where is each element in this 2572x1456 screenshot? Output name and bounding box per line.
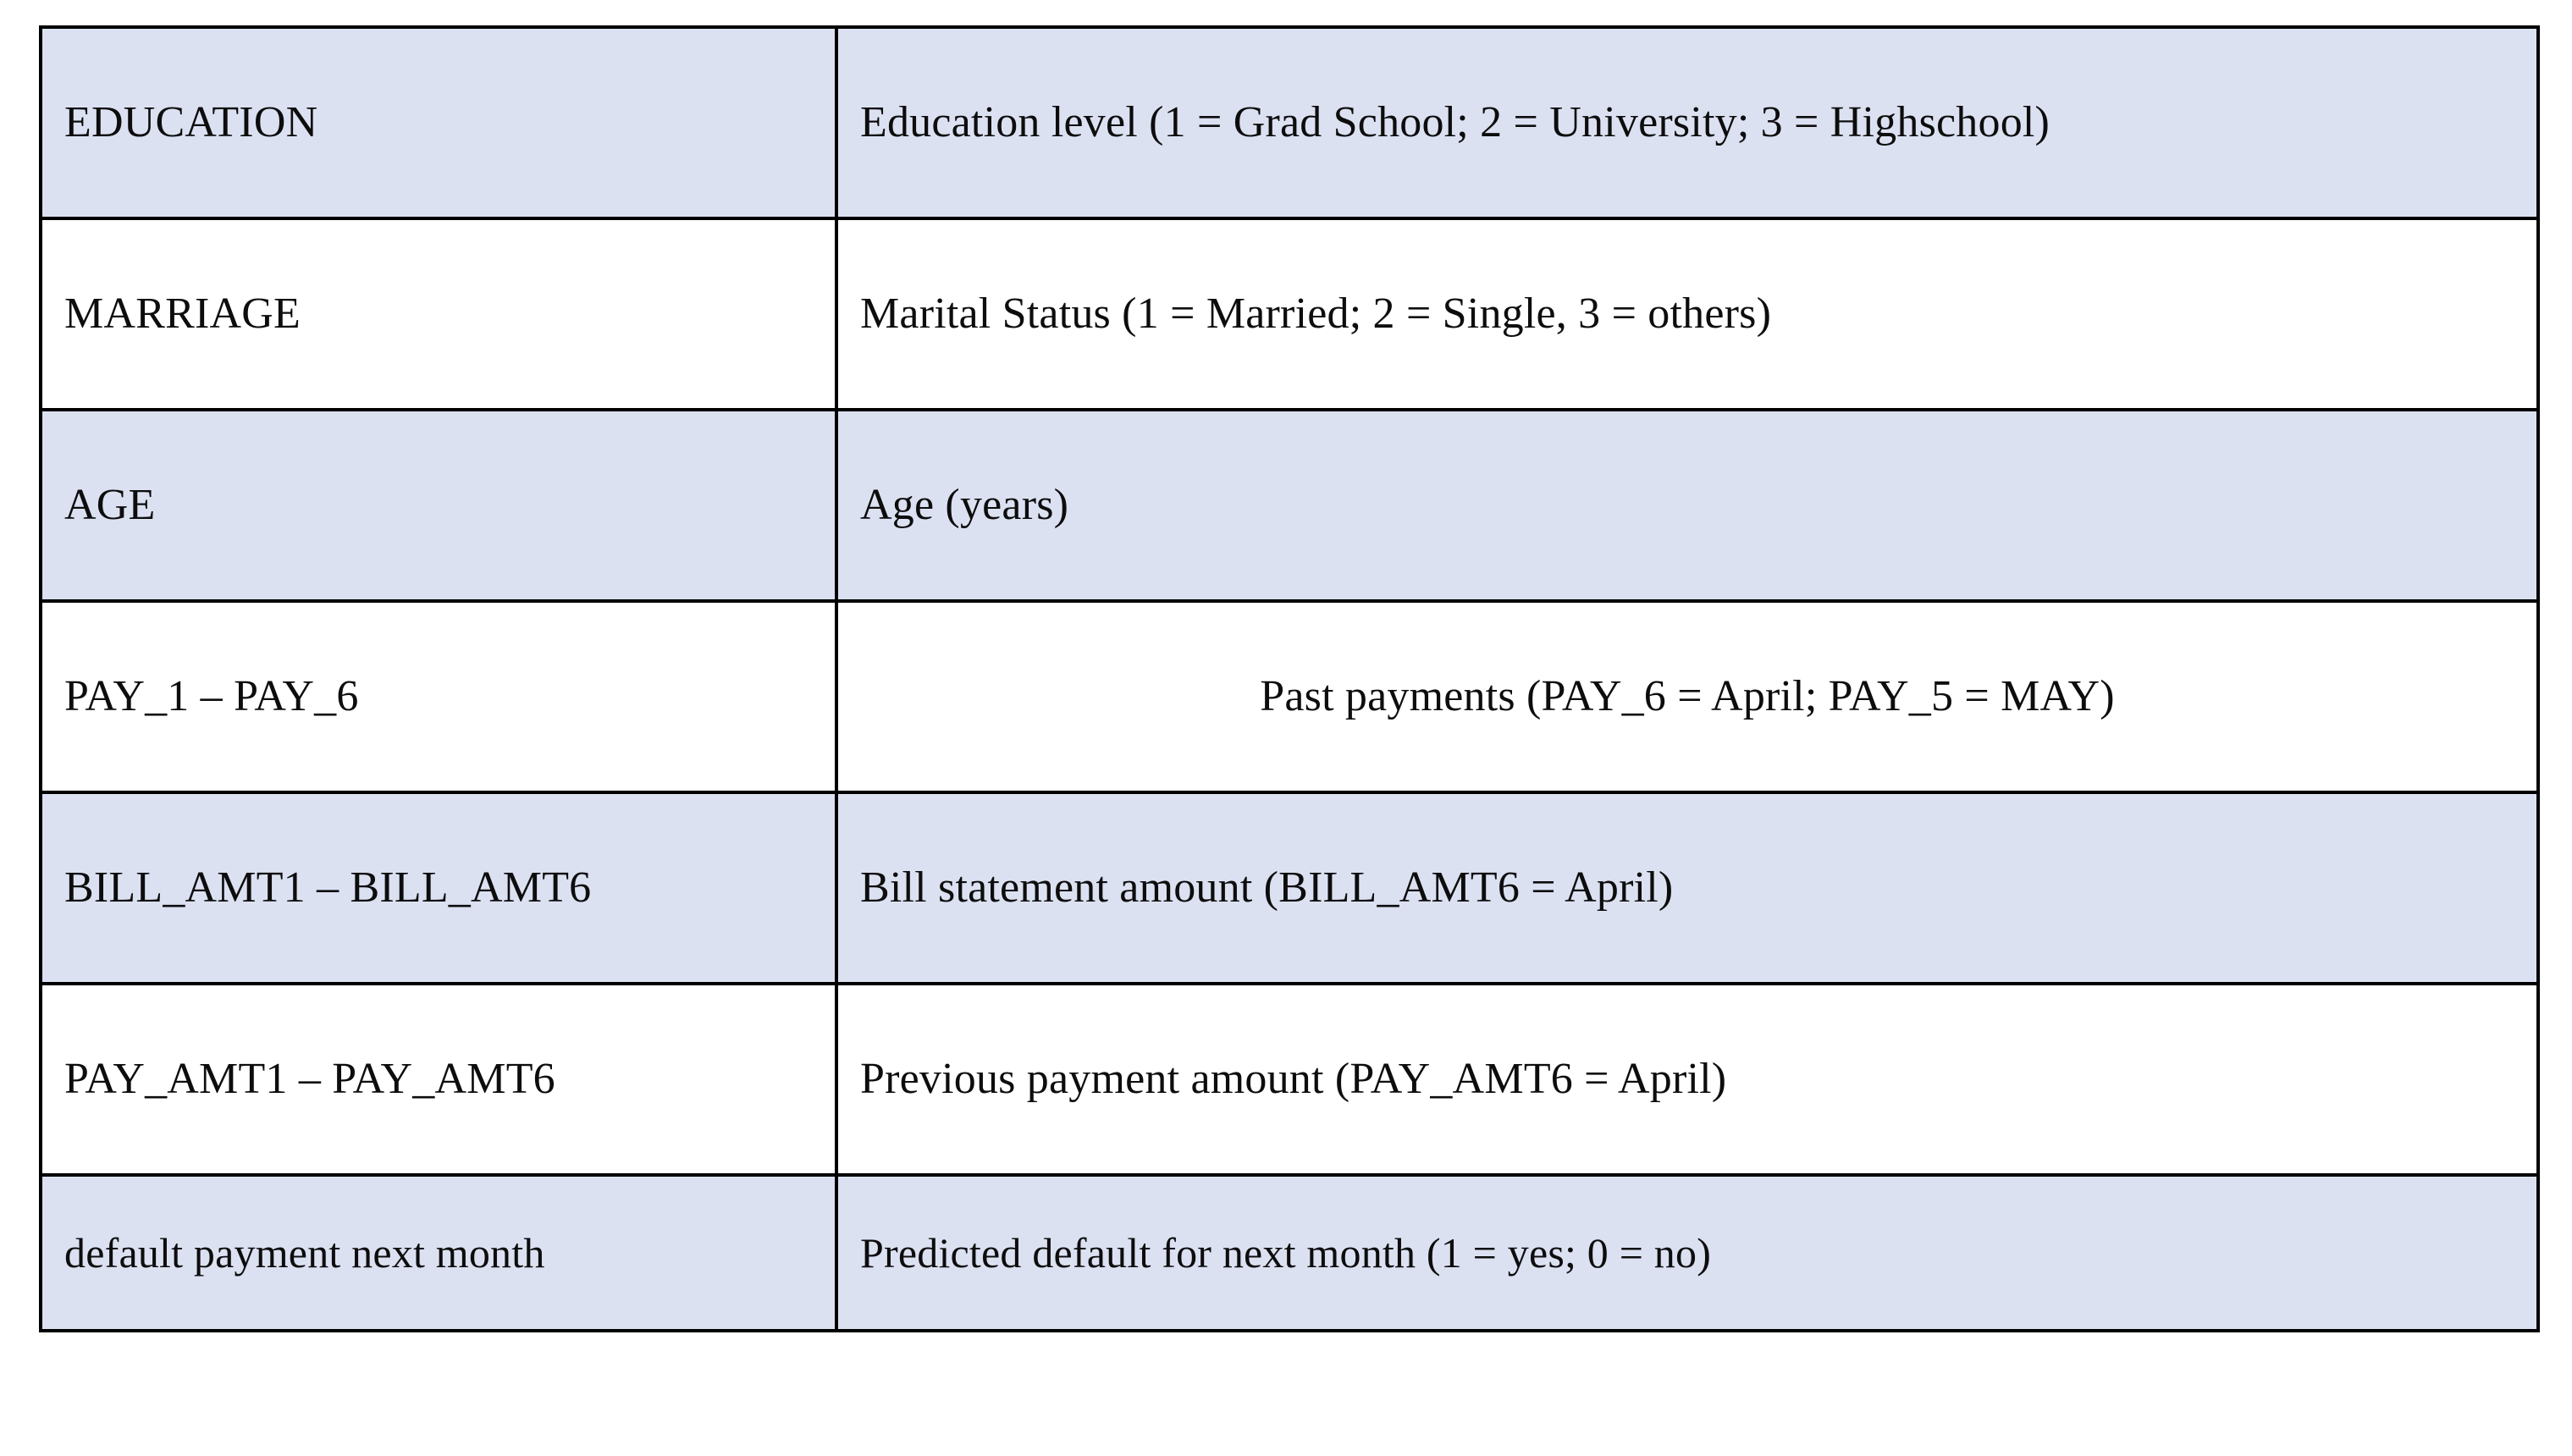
table-row [41,984,2538,1175]
table-row [41,601,2538,792]
variable-name-cell: PAY_1 – PAY_6 [41,601,836,792]
variable-description-cell: Bill statement amount (BILL_AMT6 = April) [836,792,2538,984]
variable-name-cell: default payment next month [41,1175,836,1331]
variable-description-table [39,25,2540,1332]
variable-description-cell: Age (years) [836,410,2538,601]
table-row [41,27,2538,218]
variable-name-cell: MARRIAGE [41,218,836,410]
variable-description-cell: Marital Status (1 = Married; 2 = Single, 3 = others) [836,218,2538,410]
variable-description-table-wrapper [39,25,2536,1332]
variable-description-cell: Previous payment amount (PAY_AMT6 = April) [836,984,2538,1175]
table-row [41,1175,2538,1331]
variable-name-cell: PAY_AMT1 – PAY_AMT6 [41,984,836,1175]
variable-name-cell: EDUCATION [41,27,836,218]
table-body [41,27,2538,1331]
variable-name-cell: BILL_AMT1 – BILL_AMT6 [41,792,836,984]
table-row [41,792,2538,984]
variable-description-cell: Predicted default for next month (1 = yes; 0 = no) [836,1175,2538,1331]
table-row [41,218,2538,410]
table-row [41,410,2538,601]
variable-description-cell: Education level (1 = Grad School; 2 = University; 3 = Highschool) [836,27,2538,218]
variable-description-cell: Past payments (PAY_6 = April; PAY_5 = MAY) [836,601,2538,792]
variable-name-cell: AGE [41,410,836,601]
